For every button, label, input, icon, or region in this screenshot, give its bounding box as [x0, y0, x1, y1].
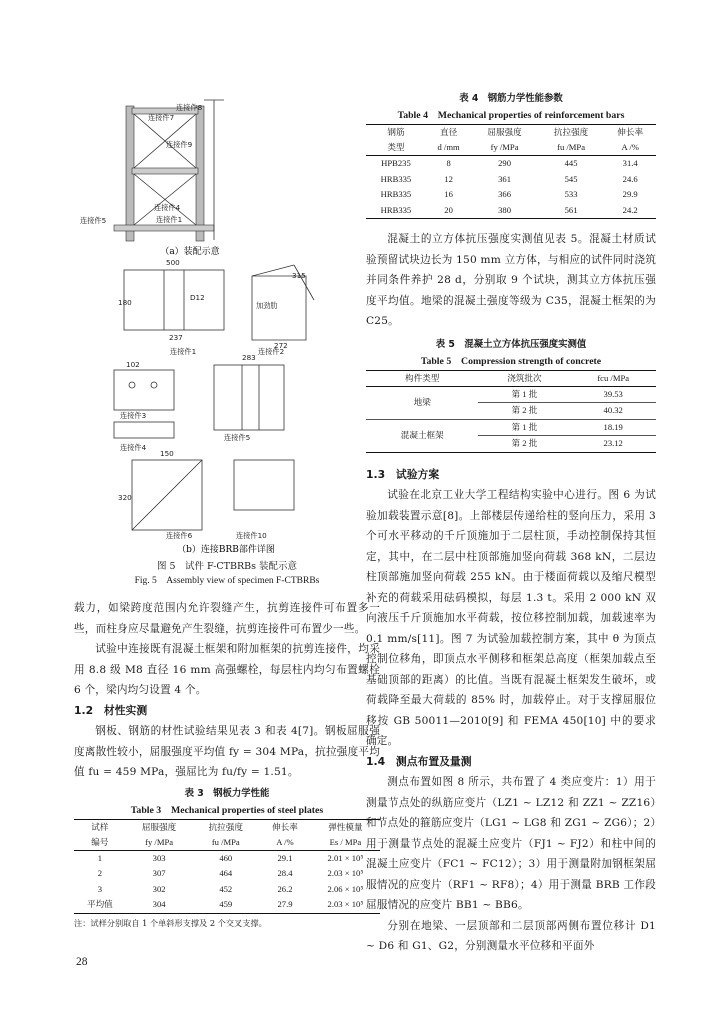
section-1-4-heading: 1.4 测点布置及量测	[366, 754, 472, 768]
d12-label-1: D12	[190, 293, 205, 302]
t4-head: 钢筋	[366, 125, 426, 141]
t4-cell: 533	[564, 189, 578, 199]
conn-9-label: 连接件9	[166, 140, 193, 149]
t5-head: 浇筑批次	[478, 370, 570, 386]
conn-6-label: 连接件6	[166, 531, 193, 540]
t4-cell: 24.2	[604, 203, 656, 219]
t3-cell: 3	[97, 883, 103, 894]
t4-cell: HRB335	[380, 189, 412, 199]
conn-5-label-b: 连接件5	[224, 433, 251, 442]
t5-cell: 18.19	[570, 419, 656, 436]
t3-head: 伸长率	[259, 819, 311, 835]
table-5-caption-en: Table 5 Compression strength of concrete	[420, 355, 602, 367]
table-row	[366, 172, 656, 188]
t4-cell: 545	[564, 173, 578, 184]
t4-head: 屈服强度	[471, 125, 538, 141]
page-number: 28	[76, 956, 88, 968]
t3-head: fu /MPa	[192, 835, 259, 851]
table-3-grid	[74, 819, 380, 914]
t3-cell: 27.9	[259, 897, 311, 913]
t3-cell: 459	[192, 897, 259, 913]
table-3	[74, 785, 380, 930]
t3-head: Es / MPa	[311, 835, 380, 851]
t3-cell: 2.06 × 10⁵	[327, 883, 364, 894]
t3-cell: 29.1	[277, 852, 293, 863]
right-column	[366, 90, 656, 957]
left-paragraph-1: 载力，如梁跨度范围内允许裂缝产生，抗剪连接件可布置多一些，而柱身应尽量避免产生裂缝，抗剪连接件可布置少一些。	[74, 602, 380, 635]
table-4-grid	[366, 124, 656, 219]
t3-head: 试样	[74, 819, 126, 835]
t4-head: fy /MPa	[471, 140, 538, 156]
table-5-grid	[366, 370, 656, 453]
t3-cell: 464	[219, 868, 233, 878]
t3-cell: 2.03 × 10⁵	[311, 897, 380, 913]
dim-102: 102	[126, 360, 140, 369]
t4-head: 类型	[366, 140, 426, 156]
table-3-caption-en: Table 3 Mechanical properties of steel plates	[130, 804, 324, 816]
sub-b-label: （b）连接BRB部件详图	[177, 545, 275, 555]
conn-4-label: 连接件4	[154, 203, 181, 212]
table-row	[74, 850, 380, 866]
right-paragraph-2: 试验在北京工业大学工程结构实验中心进行。图 6 为试验加载装置示意[8]。上部楼层传递给柱的竖向压力，采用 3 个可水平移动的千斤顶施加于二层柱顶，手动控制保持其恒定，其中，在二层中柱顶部施加竖向荷载 368 kN，二层边柱顶部施加竖向荷载 255 kN。由于楼面荷载以及缩尺模型补充的荷载采用砝码模拟，每层 1.3 t。采用 2 000 kN 双向液压千斤顶施加水平荷载，按位移控制加载，加载速率为 0.1 mm/s[11]。图 7 为试验加载控制方案，其中 θ 为顶点控制位移角，即顶点水平侧移和框架总高度（框架加载点至基础顶部的距离）的比值。当既有混凝土框架发生破坏，或荷载降至最大荷载的 85% 时，加载停止。对于支撑屈服位移按 GB 50011—2010[9] 和 FEMA 450[10] 中的要求确定。	[366, 489, 656, 747]
t5-cell: 23.12	[570, 436, 656, 453]
table-row	[366, 156, 656, 172]
t3-head: 抗拉强度	[192, 819, 259, 835]
table-4	[366, 90, 656, 219]
t4-head: 直径	[426, 125, 471, 141]
sub-a-label: （a）装配示意	[160, 247, 220, 257]
t3-head: 编号	[74, 835, 126, 851]
t4-cell: 29.9	[622, 189, 638, 199]
t5-head: fcu /MPa	[570, 370, 656, 386]
t3-cell: 28.4	[277, 868, 293, 878]
conn-5-label: 连接件5	[80, 216, 107, 225]
t4-cell: 290	[498, 158, 511, 168]
t3-cell: 平均值	[74, 897, 126, 913]
t5-group: 地梁	[366, 386, 478, 419]
conn-10-label: 连接件10	[236, 531, 267, 540]
conn-3-label: 连接件3	[120, 411, 147, 420]
stiffener-label-1: 加劲肋	[256, 301, 278, 310]
t4-head: fu /MPa	[538, 140, 605, 156]
t3-head: 屈服强度	[126, 819, 193, 835]
figure-5-caption-cn: 图 5 试件 F-CTBRBs 装配示意	[156, 561, 298, 572]
t5-cell: 39.53	[570, 386, 656, 403]
t5-cell: 40.32	[570, 403, 656, 420]
table-row	[366, 386, 656, 403]
dim-500: 500	[166, 258, 180, 267]
dim-283: 283	[242, 353, 256, 362]
t4-head: A /%	[604, 140, 656, 156]
conn-1-label-b: 连接件1	[170, 347, 197, 356]
table-row	[366, 187, 656, 203]
t4-cell: 445	[564, 158, 578, 168]
section-1-3-heading: 1.3 试验方案	[366, 467, 440, 481]
table-4-caption-cn: 表 4 钢筋力学性能参数	[459, 93, 563, 104]
t3-head: fy /MPa	[126, 835, 193, 851]
t3-cell: 303	[152, 852, 166, 863]
t4-cell: 20	[426, 203, 471, 219]
left-paragraph-2: 试验中连接既有混凝土框架和附加框架的抗剪连接件，均采用 8.8 级 M8 直径 16 mm 高强螺栓，每层柱内均匀布置螺栓 6 个，梁内均匀设置 4 个。	[74, 643, 380, 696]
t3-cell: 452	[219, 883, 233, 894]
conn-8-label: 连接件8	[176, 103, 203, 112]
t4-cell: 366	[498, 189, 511, 199]
t3-cell: 302	[152, 883, 166, 894]
dim-320: 320	[118, 493, 132, 502]
assembly-view	[80, 100, 224, 241]
table-row	[74, 882, 380, 898]
t4-cell: 561	[538, 203, 605, 219]
right-paragraph-3: 测点布置如图 8 所示，共布置了 4 类应变片：1）用于测量节点处的纵筋应变片（LZ1 ~ LZ12 和 ZZ1 ~ ZZ16）和节点处的箍筋应变片（LG1 ~ LG8 和 ZG1 ~ ZG6）；2）用于测量节点处的混凝土应变片（FJ1 ~ FJ2）和柱中间的混凝土应变片（FC1 ~ FC12）；3）用于测量附加钢框架屈服情况的应变片（RF1 ~ RF8）；4）用于测量 BRB 工作段屈服情况的应变片 BB1 ~ BB6。	[366, 776, 656, 911]
t4-cell: 12	[444, 173, 453, 184]
t5-cell: 第 1 批	[478, 419, 570, 436]
left-paragraph-3: 钢板、钢筋的材性试验结果见表 3 和表 4[7]。钢板屈服强度离散性较小，屈服强度平均值 fy = 304 MPa，抗拉强度平均值 fu = 459 MPa，强屈比为 fu/fy = 1.51。	[74, 725, 380, 778]
conn-4-label-b: 连接件4	[120, 443, 147, 452]
t5-head: 构件类型	[366, 370, 478, 386]
table-4-caption-en: Table 4 Mechanical properties of reinforcement bars	[397, 110, 625, 121]
t4-cell: HPB235	[381, 158, 411, 168]
table-row	[74, 897, 380, 913]
t4-cell: 24.6	[622, 173, 638, 184]
dim-315: 315	[292, 271, 306, 280]
t3-cell: 2.03 × 10⁵	[327, 868, 364, 878]
t4-head: 伸长率	[604, 125, 656, 141]
t4-cell: 361	[498, 173, 511, 184]
dim-237: 237	[169, 333, 183, 342]
t4-cell: HRB335	[366, 203, 426, 219]
table-row	[74, 866, 380, 882]
t3-head: A /%	[259, 835, 311, 851]
conn-1-label: 连接件1	[156, 215, 183, 224]
table-row	[366, 203, 656, 219]
t3-cell: 307	[152, 868, 166, 878]
t4-cell: HRB335	[380, 173, 412, 184]
t3-cell: 26.2	[277, 883, 293, 894]
left-column	[74, 90, 380, 930]
t3-cell: 304	[126, 897, 193, 913]
parts-detail	[114, 258, 314, 540]
figure-5-caption-en: Fig. 5 Assembly view of specimen F-CTBRBs	[134, 576, 320, 586]
t3-cell: 2.01 × 10⁵	[327, 852, 364, 863]
t4-cell: 380	[471, 203, 538, 219]
t3-cell: 460	[219, 852, 233, 863]
table-3-note: 注：试样分别取自 1 个单斜形支撑及 2 个交叉支撑。	[74, 917, 267, 928]
t4-head: d /mm	[426, 140, 471, 156]
table-5-caption-cn: 表 5 混凝土立方体抗压强度实测值	[435, 338, 587, 350]
conn-2-label: 连接件2	[258, 347, 285, 356]
dim-150: 150	[160, 449, 174, 458]
t3-head: 弹性模量	[311, 819, 380, 835]
dim-272: 272	[274, 341, 288, 350]
table-5	[366, 336, 656, 453]
t5-cell: 第 1 批	[478, 386, 570, 403]
t5-group: 混凝土框架	[366, 419, 478, 452]
conn-7-label: 连接件7	[148, 113, 175, 122]
right-paragraph-1: 混凝土的立方体抗压强度实测值见表 5。混凝土材质试验预留试块边长为 150 mm 立方体，与相应的试件同时浇筑并同条件养护 28 d，分别取 9 个试块，测其立方体抗压强度平均值。地梁的混凝土强度等级为 C35，混凝土框架的为 C25。	[366, 233, 656, 327]
dim-180: 180	[118, 298, 132, 307]
right-paragraph-4: 分别在地梁、一层顶部和二层顶部两侧布置位移计 D1 ~ D6 和 G1、G2，分别测量水平位移和平面外	[366, 919, 656, 952]
t4-head: 抗拉强度	[538, 125, 605, 141]
t4-cell: 31.4	[622, 158, 638, 168]
t5-cell: 第 2 批	[478, 436, 570, 453]
t4-cell: 8	[446, 158, 451, 168]
figure-5	[74, 90, 380, 598]
t5-cell: 第 2 批	[478, 403, 570, 420]
t3-cell: 2	[97, 868, 103, 878]
section-1-2-heading: 1.2 材性实测	[74, 703, 148, 717]
table-3-caption-cn: 表 3 钢板力学性能	[184, 787, 270, 799]
t3-cell: 1	[97, 852, 103, 863]
figure-5-drawing	[74, 90, 380, 560]
t4-cell: 16	[444, 189, 453, 199]
table-row	[366, 419, 656, 436]
